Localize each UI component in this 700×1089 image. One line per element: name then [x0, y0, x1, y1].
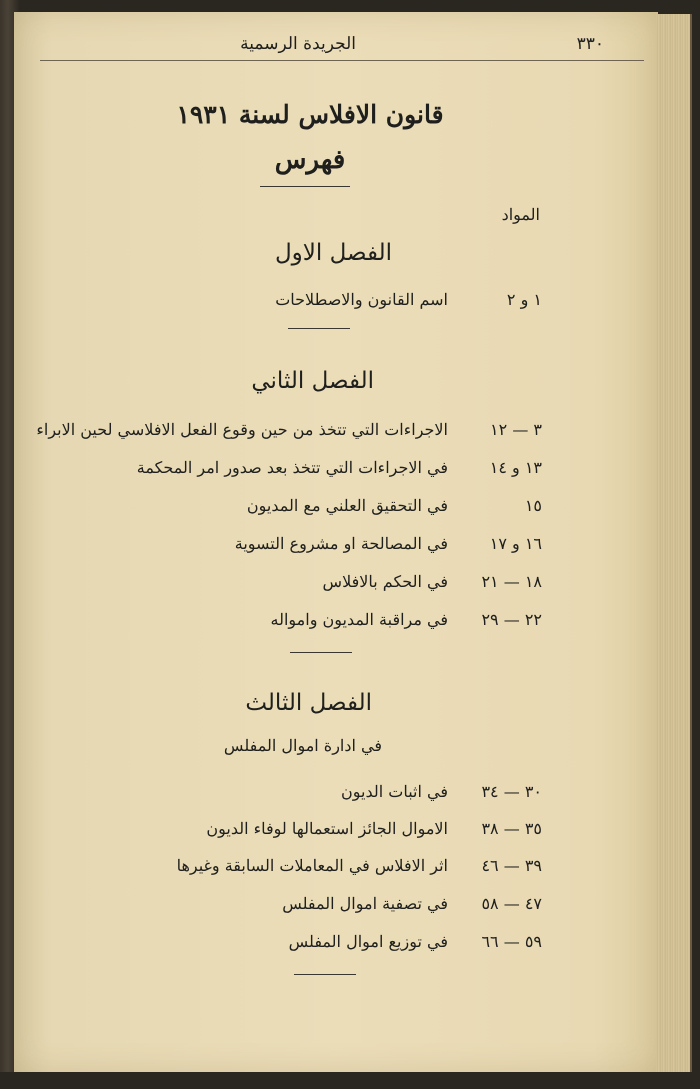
divider — [294, 974, 356, 975]
header-page-number: ٣٣٠ — [576, 34, 604, 54]
article-range: ١ و ٢ — [506, 290, 542, 309]
toc-row — [0, 819, 700, 843]
chapter-subheading: في ادارة اموال المفلس — [223, 736, 382, 755]
entry-text: اثر الافلاس في المعاملات السابقة وغيرها — [176, 856, 448, 875]
toc-row — [0, 496, 700, 520]
running-header — [40, 30, 644, 61]
toc-row — [0, 856, 700, 880]
toc-row — [0, 458, 700, 482]
article-range: ٣٩ — ٤٦ — [481, 856, 542, 875]
entry-text: في الاجراءات التي تتخذ بعد صدور امر المحكمة — [136, 458, 448, 477]
toc-row — [0, 932, 700, 956]
entry-text: الاموال الجائز استعمالها لوفاء الديون — [206, 819, 448, 838]
entry-text: في مراقبة المديون وامواله — [270, 610, 448, 629]
entry-text: اسم القانون والاصطلاحات — [275, 290, 448, 309]
toc-row — [0, 610, 700, 634]
chapter-title: الفصل الثاني — [251, 368, 374, 394]
entry-text: في اثبات الديون — [340, 782, 448, 801]
document-title: قانون الافلاس لسنة ١٩٣١ — [176, 100, 444, 129]
header-title: الجريدة الرسمية — [240, 34, 356, 54]
toc-row — [0, 290, 700, 314]
article-range: ٣٥ — ٣٨ — [481, 819, 542, 838]
article-range: ١٨ — ٢١ — [481, 572, 542, 591]
article-range: ٣ — ١٢ — [490, 420, 542, 439]
divider — [288, 328, 350, 329]
entry-text: الاجراءات التي تتخذ من حين وقوع الفعل الافلاسي لحين الابراء — [36, 420, 448, 439]
column-heading: المواد — [501, 205, 540, 224]
divider — [290, 652, 352, 653]
toc-row — [0, 894, 700, 918]
chapter-title: الفصل الثالث — [245, 690, 372, 716]
entry-text: في التحقيق العلني مع المديون — [246, 496, 448, 515]
entry-text: في تصفية اموال المفلس — [282, 894, 448, 913]
toc-row — [0, 782, 700, 806]
toc-row — [0, 534, 700, 558]
chapter-title: الفصل الاول — [274, 240, 392, 266]
scan-bottom-edge — [0, 1072, 700, 1089]
entry-text: في الحكم بالافلاس — [322, 572, 448, 591]
article-range: ١٣ و ١٤ — [489, 458, 542, 477]
article-range: ١٦ و ١٧ — [489, 534, 542, 553]
article-range: ٥٩ — ٦٦ — [481, 932, 542, 951]
divider — [260, 186, 350, 187]
toc-row — [0, 572, 700, 596]
article-range: ٤٧ — ٥٨ — [481, 894, 542, 913]
entry-text: في المصالحة او مشروع التسوية — [234, 534, 448, 553]
article-range: ١٥ — [524, 496, 542, 515]
article-range: ٢٢ — ٢٩ — [481, 610, 542, 629]
toc-row — [0, 420, 700, 444]
document-subtitle: فهرس — [274, 145, 346, 175]
entry-text: في توزيع اموال المفلس — [288, 932, 448, 951]
article-range: ٣٠ — ٣٤ — [481, 782, 542, 801]
